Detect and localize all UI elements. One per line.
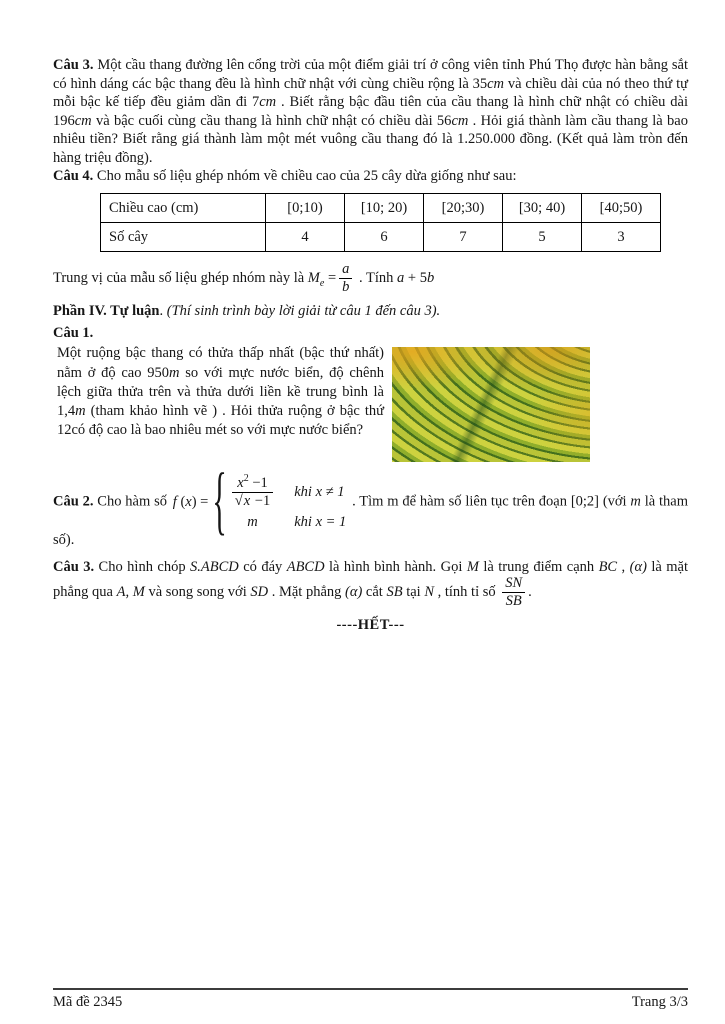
- part4-heading: [53, 302, 688, 321]
- function-name: f (x) =: [172, 494, 209, 511]
- table-row-counts: [101, 222, 661, 251]
- cau3b-paragraph: [53, 558, 688, 610]
- count-cell: 5: [503, 222, 582, 251]
- fraction-SN-over-SB: $\frac{SN}{SB}$: [502, 576, 525, 609]
- cau1-block: [53, 344, 688, 462]
- interval-cell: [40;50): [582, 193, 661, 222]
- median-statement: [53, 262, 688, 295]
- count-cell: 4: [266, 222, 345, 251]
- part4-note: (Thí sinh trình bày lời giải từ câu 1 đến câu 3).: [166, 303, 441, 320]
- page-footer: [53, 988, 688, 1012]
- frequency-table: [100, 193, 661, 252]
- condition-case1: khi x ≠ 1: [294, 483, 345, 500]
- median-text-before: Trung vị của mẫu số liệu ghép nhóm này là: [53, 269, 308, 286]
- value-case2: m: [247, 513, 258, 530]
- cau1-label-line: [53, 324, 688, 343]
- cau1-paragraph: Một ruộng bậc thang có thửa thấp nhất (bậc thứ nhất) nằm ở độ cao 950m so với mực nước biển, độ chênh lệch giữa thửa trên và thửa dưới liền kề trung bình là 1,4m (tham khảo hình vẽ ) . Hỏi thửa ruộng ở bậc thứ 12có độ cao là bao nhiêu mét so với mực nước biển?: [57, 345, 384, 439]
- table-row-intervals: [101, 193, 661, 222]
- cau3b-end: .: [528, 584, 532, 601]
- left-brace-icon: {: [212, 458, 227, 544]
- cau3a-paragraph: [53, 56, 688, 167]
- cau3b-text: Cho hình chóp S.ABCD có đáy ABCD là hình bình hành. Gọi M là trung điểm cạnh BC , (α) là mặt phẳng qua A, M và song song với SD . Mặt phẳng (α) cắt SB tại N , tính tỉ số: [53, 558, 688, 601]
- fraction-a-over-b: $\frac{a}{b}$: [339, 262, 352, 295]
- interval-cell: [20;30): [424, 193, 503, 222]
- page-number: Trang 3/3: [631, 994, 688, 1011]
- cau2-after: . Tìm m để hàm số liên tục trên đoạn [0;2] (với m là tham số).: [53, 494, 688, 549]
- cau2-paragraph: [53, 458, 688, 549]
- table-header-cell: Chiều cao (cm): [101, 193, 266, 222]
- cau3a-text: Một cầu thang đường lên cổng trời của một điểm giải trí ở công viên tỉnh Phú Thọ được hàn bằng sắt có hình dáng các bậc thang đều là hình chữ nhật với cùng chiều rộng là 35cm và chiều dài của nó theo thứ tự mỗi bậc kế tiếp đều giảm dần đi 7cm . Biết rằng bậc đầu tiên của cầu thang là hình chữ nhật có chiều dài 196cm và bậc cuối cùng cầu thang là hình chữ nhật có chiều dài 56cm . Hỏi giá thành làm cầu thang là bao nhiêu tiền? Biết rằng giá thành làm một mét vuông cầu thang đó là 1.250.000 đồng. (Kết quả làm tròn đến hàng triệu đồng).: [53, 57, 689, 166]
- exam-code: Mã đề 2345: [53, 994, 123, 1011]
- math-median-symbol: $M_e$: [307, 269, 325, 289]
- count-cell: 3: [582, 222, 661, 251]
- interval-cell: [10; 20): [345, 193, 424, 222]
- interval-cell: [0;10): [266, 193, 345, 222]
- math-expression: a + 5b: [397, 269, 435, 286]
- interval-cell: [30; 40): [503, 193, 582, 222]
- end-marker: ----HẾT---: [336, 616, 405, 633]
- cau3b-label: Câu 3.: [53, 558, 95, 575]
- condition-case2: khi x = 1: [294, 513, 347, 530]
- count-cell: 6: [345, 222, 424, 251]
- median-text-after: . Tính: [355, 269, 398, 286]
- piecewise-cases: [229, 474, 347, 531]
- rice-terraces-photo: [392, 347, 590, 462]
- cau4-paragraph: [53, 167, 688, 186]
- table-row-label: Số cây: [101, 222, 266, 251]
- cau2-intro: Cho hàm số: [93, 494, 171, 511]
- cau4-label: Câu 4.: [53, 168, 94, 185]
- cau3a-label: Câu 3.: [53, 57, 94, 73]
- part4-label: Phần IV. Tự luận: [53, 303, 160, 320]
- fraction-case1: $\frac{x^2 -1}{√x -1}$: [232, 474, 273, 509]
- part4-dot: .: [159, 303, 167, 320]
- cau1-label: Câu 1.: [53, 324, 94, 341]
- cau4-text: Cho mẫu số liệu ghép nhóm về chiều cao của 25 cây dừa giống như sau:: [93, 168, 517, 185]
- cau2-label: Câu 2.: [53, 494, 94, 511]
- equals-sign: =: [327, 269, 337, 286]
- count-cell: 7: [424, 222, 503, 251]
- piecewise-function: [172, 458, 347, 544]
